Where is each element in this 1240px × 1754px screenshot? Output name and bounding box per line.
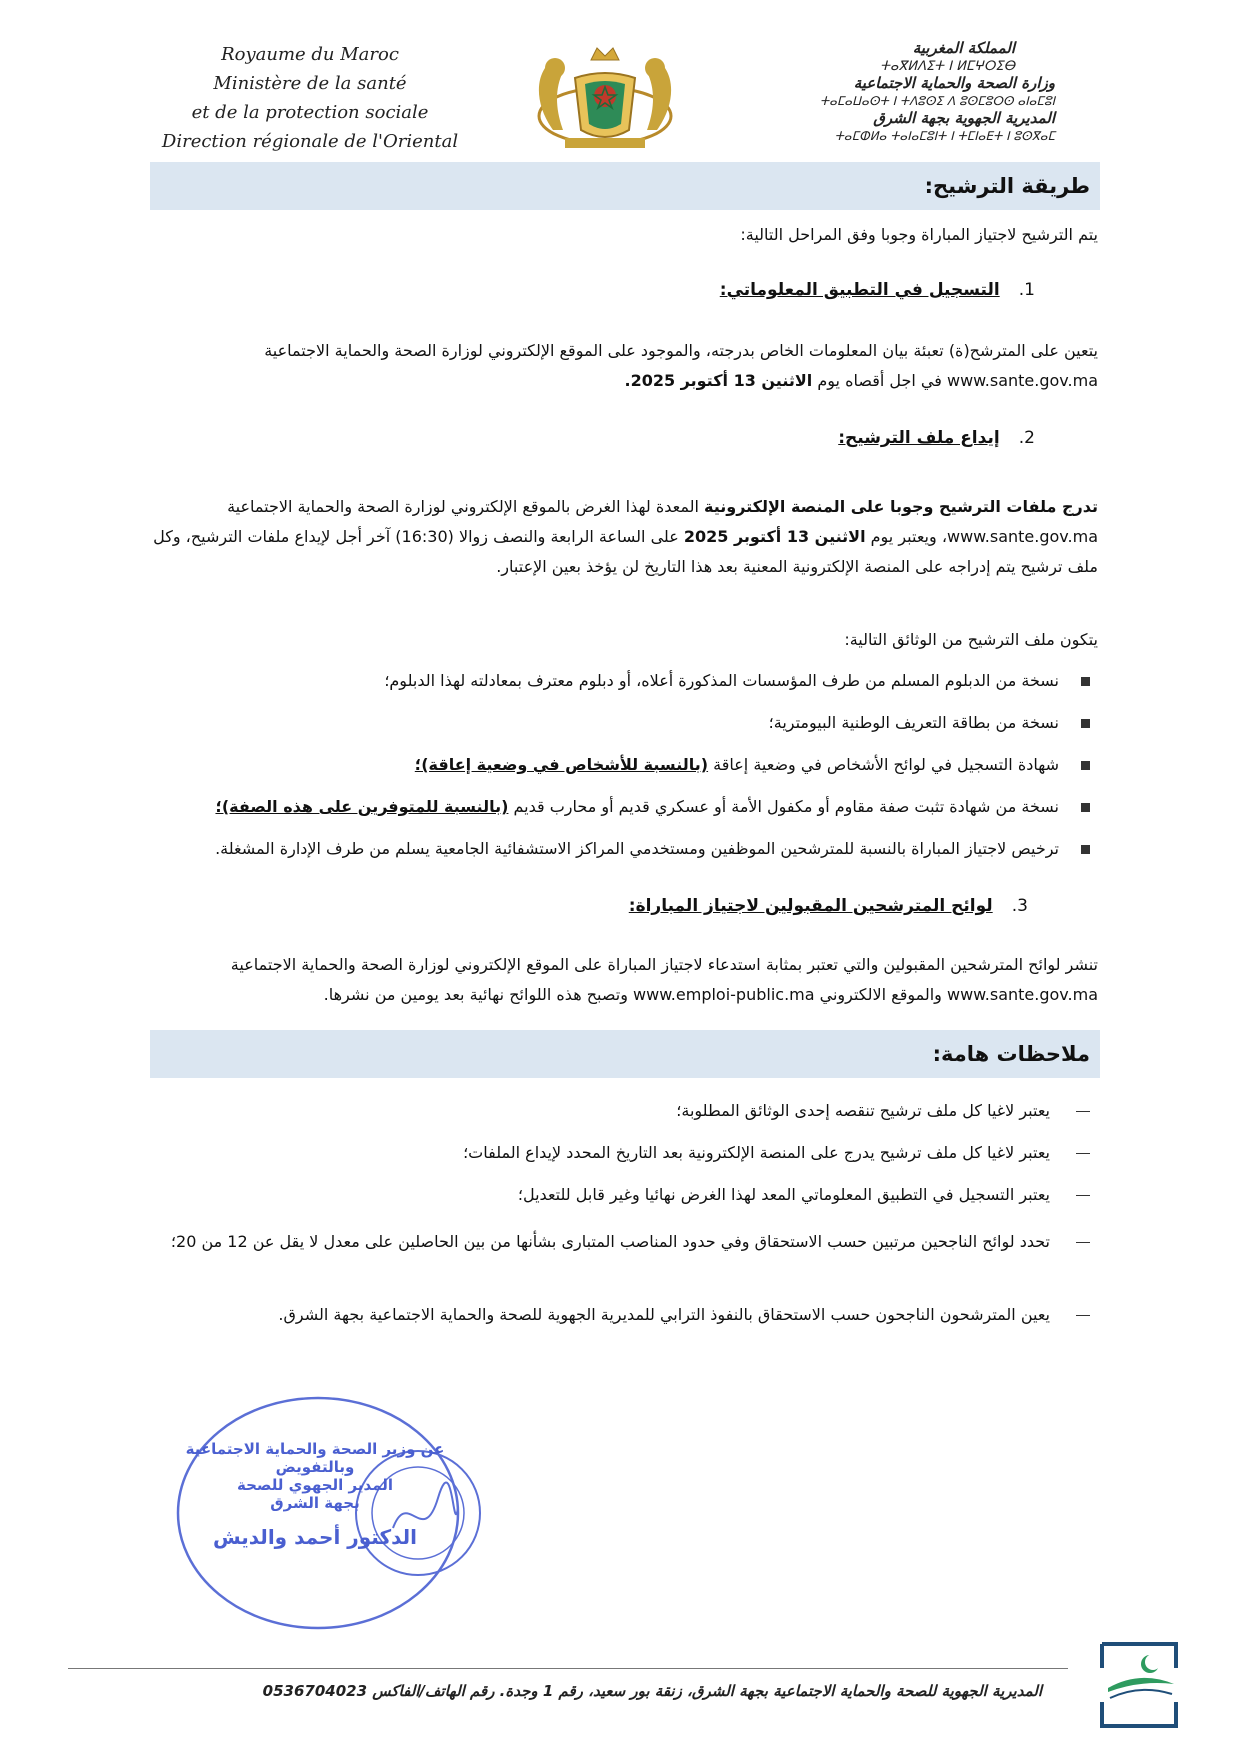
fr-kingdom: Royaume du Maroc bbox=[221, 44, 399, 65]
step1-number: 1. bbox=[1018, 280, 1035, 300]
ar-direction: المديرية الجهوية بجهة الشرق bbox=[873, 109, 1055, 127]
doc-item bbox=[140, 836, 1090, 878]
fr-direction: Direction régionale de l'Oriental bbox=[161, 131, 459, 152]
note-text: يعتبر لاغيا كل ملف ترشيح يدرج على المنصة الإلكترونية بعد التاريخ المحدد لإيداع الملفات؛ bbox=[463, 1143, 1050, 1162]
note-text: يعتبر لاغيا كل ملف ترشيح تنقصه إحدى الوثائق المطلوبة؛ bbox=[676, 1101, 1050, 1120]
step2-bold-platform: تدرج ملفات الترشيح وجوبا على المنصة الإلكترونية bbox=[704, 497, 1098, 516]
signature-block bbox=[170, 1440, 460, 1549]
step2-heading bbox=[838, 428, 1035, 448]
doc-item bbox=[140, 710, 1090, 752]
step3-text-a: تنشر لوائح المترشحين المقبولين والتي تعتبر بمثابة استدعاء لاجتياز المباراة على الموقع الإلكتروني لوزارة الصحة والحماية الاجتماعية bbox=[230, 955, 1098, 974]
fr-ministry-2: et de la protection sociale bbox=[191, 102, 429, 123]
dash-icon bbox=[1076, 1195, 1090, 1196]
header-arabic bbox=[755, 40, 1055, 145]
doc-item-bold: (بالنسبة للأشخاص في وضعية إعاقة)؛ bbox=[414, 755, 709, 774]
step2-text3: على الساعة الرابعة والنصف زوالا (16:30) آخر أجل لإيداع ملفات الترشيح، وكل bbox=[153, 527, 684, 546]
doc-item-bold: (بالنسبة للمتوفرين على هذه الصفة)؛ bbox=[215, 797, 509, 816]
note-text: يعين المترشحون الناجحون حسب الاستحقاق بالنفوذ الترابي للمديرية الجهوية للصحة والحماية الاجتماعية بجهة الشرق. bbox=[278, 1305, 1050, 1324]
step1-text-b: www.sante.gov.ma في اجل أقصاه يوم bbox=[812, 371, 1098, 390]
step1-heading bbox=[720, 280, 1035, 300]
step2-paragraph bbox=[146, 492, 1098, 582]
doc-item bbox=[140, 752, 1090, 794]
step2-text4: ملف ترشيح يتم إدراجه على المنصة الإلكترونية المعنية بعد هذا التاريخ لن يؤخذ بعين الإعتبار. bbox=[496, 557, 1098, 576]
step1-text-a: يتعين على المترشح(ة) تعبئة بيان المعلومات الخاص بدرجته، والموجود على الموقع الإلكتروني لوزارة الصحة والحماية الاجتماعية bbox=[264, 341, 1098, 360]
dash-icon bbox=[1076, 1315, 1090, 1316]
health-logo-icon bbox=[1098, 1640, 1180, 1730]
bullet-icon bbox=[1081, 719, 1090, 728]
dash-icon bbox=[1076, 1111, 1090, 1112]
step1-deadline: الاثنين 13 أكتوبر 2025. bbox=[624, 371, 813, 390]
step1-title: التسجيل في التطبيق المعلوماتي: bbox=[719, 280, 1000, 300]
intro-text: يتم الترشيح لاجتياز المباراة وجوبا وفق المراحل التالية: bbox=[740, 225, 1098, 244]
doc-item-text: ترخيص لاجتياز المباراة بالنسبة للمترشحين الموظفين ومستخدمي المراكز الاستشفائية الجامعية يسلم من طرف الإدارة المشغلة. bbox=[215, 839, 1059, 858]
dash-icon bbox=[1076, 1153, 1090, 1154]
section-title-notes: ملاحظات هامة: bbox=[932, 1042, 1090, 1066]
note-text: يعتبر التسجيل في التطبيق المعلوماتي المعد لهذا الغرض نهائيا وغير قابل للتعديل؛ bbox=[517, 1185, 1050, 1204]
note-item bbox=[140, 1098, 1090, 1140]
ar-kingdom: المملكة المغربية bbox=[912, 39, 1015, 57]
step1-line-b bbox=[146, 366, 1098, 396]
bullet-icon bbox=[1081, 803, 1090, 812]
step2-bold-date: الاثنين 13 أكتوبر 2025 bbox=[683, 527, 866, 546]
ministry-logo bbox=[1098, 1640, 1180, 1730]
step3-title: لوائح المترشحين المقبولين لاجتياز المباراة: bbox=[628, 896, 993, 916]
coat-of-arms-emblem bbox=[525, 38, 685, 158]
step3-heading bbox=[629, 896, 1028, 916]
doc-item-text: نسخة من بطاقة التعريف الوطنية البيومترية؛ bbox=[768, 713, 1059, 732]
tifinagh-ministry: ⵜⴰⵎⴰⵡⴰⵙⵜ ⵏ ⵜⴷⵓⵙⵉ ⴷ ⵓⵙⵎⵓⵔⵙ ⴰⵏⴰⵎⵓⵏ bbox=[819, 93, 1055, 108]
step2-text1: المعدة لهذا الغرض بالموقع الإلكتروني لوزارة الصحة والحماية الاجتماعية bbox=[227, 497, 704, 516]
note-text: تحدد لوائح الناجحين مرتبين حسب الاستحقاق وفي حدود المناصب المتبارى بشأنها من بين الحاصلين على معدل لا يقل عن 12 من 20؛ bbox=[170, 1232, 1050, 1251]
footer-address: المديرية الجهوية للصحة والحماية الاجتماعية بجهة الشرق، زنقة بور سعيد، رقم 1 وجدة. رقم الهاتف/الفاكس 0536704023 bbox=[262, 1682, 1042, 1700]
bullet-icon bbox=[1081, 761, 1090, 770]
bullet-icon bbox=[1081, 845, 1090, 854]
docs-list bbox=[140, 668, 1090, 878]
step3-text-b: www.sante.gov.ma والموقع الالكتروني www.emploi-public.ma وتصبح هذه اللوائح نهائية بعد يومين من نشرها. bbox=[323, 985, 1098, 1004]
doc-item bbox=[140, 794, 1090, 836]
note-item bbox=[140, 1302, 1090, 1344]
signature-name: الدكتور أحمد والديش bbox=[212, 1525, 418, 1549]
step2-number: 2. bbox=[1018, 428, 1035, 448]
step2-title: إيداع ملف الترشيح: bbox=[838, 428, 1000, 448]
signature-line2: وبالتفويض bbox=[275, 1458, 355, 1476]
emblem-icon bbox=[525, 38, 685, 158]
signature-line1: عن وزير الصحة والحماية الاجتماعية bbox=[185, 1440, 445, 1458]
note-item bbox=[140, 1140, 1090, 1182]
section-title-candidacy: طريقة الترشيح: bbox=[924, 174, 1090, 198]
ar-ministry: وزارة الصحة والحماية الاجتماعية bbox=[853, 74, 1055, 92]
docs-intro: يتكون ملف الترشيح من الوثائق التالية: bbox=[844, 630, 1098, 649]
tifinagh-direction: ⵜⴰⵎⵀⵍⴰ ⵜⴰⵏⴰⵎⵓⵏⵜ ⵏ ⵜⵎⵏⴰⴹⵜ ⵏ ⵓⵙⴳⴰⵎ bbox=[834, 128, 1055, 143]
dash-icon bbox=[1076, 1242, 1090, 1243]
doc-item-text: نسخة من الدبلوم المسلم من طرف المؤسسات المذكورة أعلاه، أو دبلوم معترف بمعادلته لهذا الدبلوم؛ bbox=[384, 671, 1059, 690]
step3-paragraph bbox=[146, 950, 1098, 1010]
doc-item bbox=[140, 668, 1090, 710]
fr-ministry: Ministère de la santé bbox=[213, 73, 407, 94]
doc-item-text: نسخة من شهادة تثبت صفة مقاوم أو مكفول الأمة أو عسكري قديم أو محارب قديم bbox=[508, 797, 1059, 816]
doc-item-text: شهادة التسجيل في لوائح الأشخاص في وضعية إعاقة bbox=[708, 755, 1059, 774]
step2-text2: www.sante.gov.ma، ويعتبر يوم bbox=[865, 527, 1098, 546]
note-item bbox=[140, 1224, 1090, 1302]
step2-line2 bbox=[146, 522, 1098, 552]
footer-divider bbox=[68, 1668, 1068, 1669]
step2-line1 bbox=[146, 492, 1098, 522]
signature-line3: المدير الجهوي للصحة bbox=[237, 1476, 393, 1494]
header-french bbox=[160, 40, 460, 156]
notes-list bbox=[140, 1098, 1090, 1344]
tifinagh-kingdom: ⵜⴰⴳⵍⴷⵉⵜ ⵏ ⵍⵎⵖⵔⵉⴱ bbox=[879, 58, 1015, 74]
step1-paragraph bbox=[146, 336, 1098, 396]
step3-number: 3. bbox=[1011, 896, 1028, 916]
note-item bbox=[140, 1182, 1090, 1224]
bullet-icon bbox=[1081, 677, 1090, 686]
signature-line4: بجهة الشرق bbox=[270, 1494, 360, 1512]
